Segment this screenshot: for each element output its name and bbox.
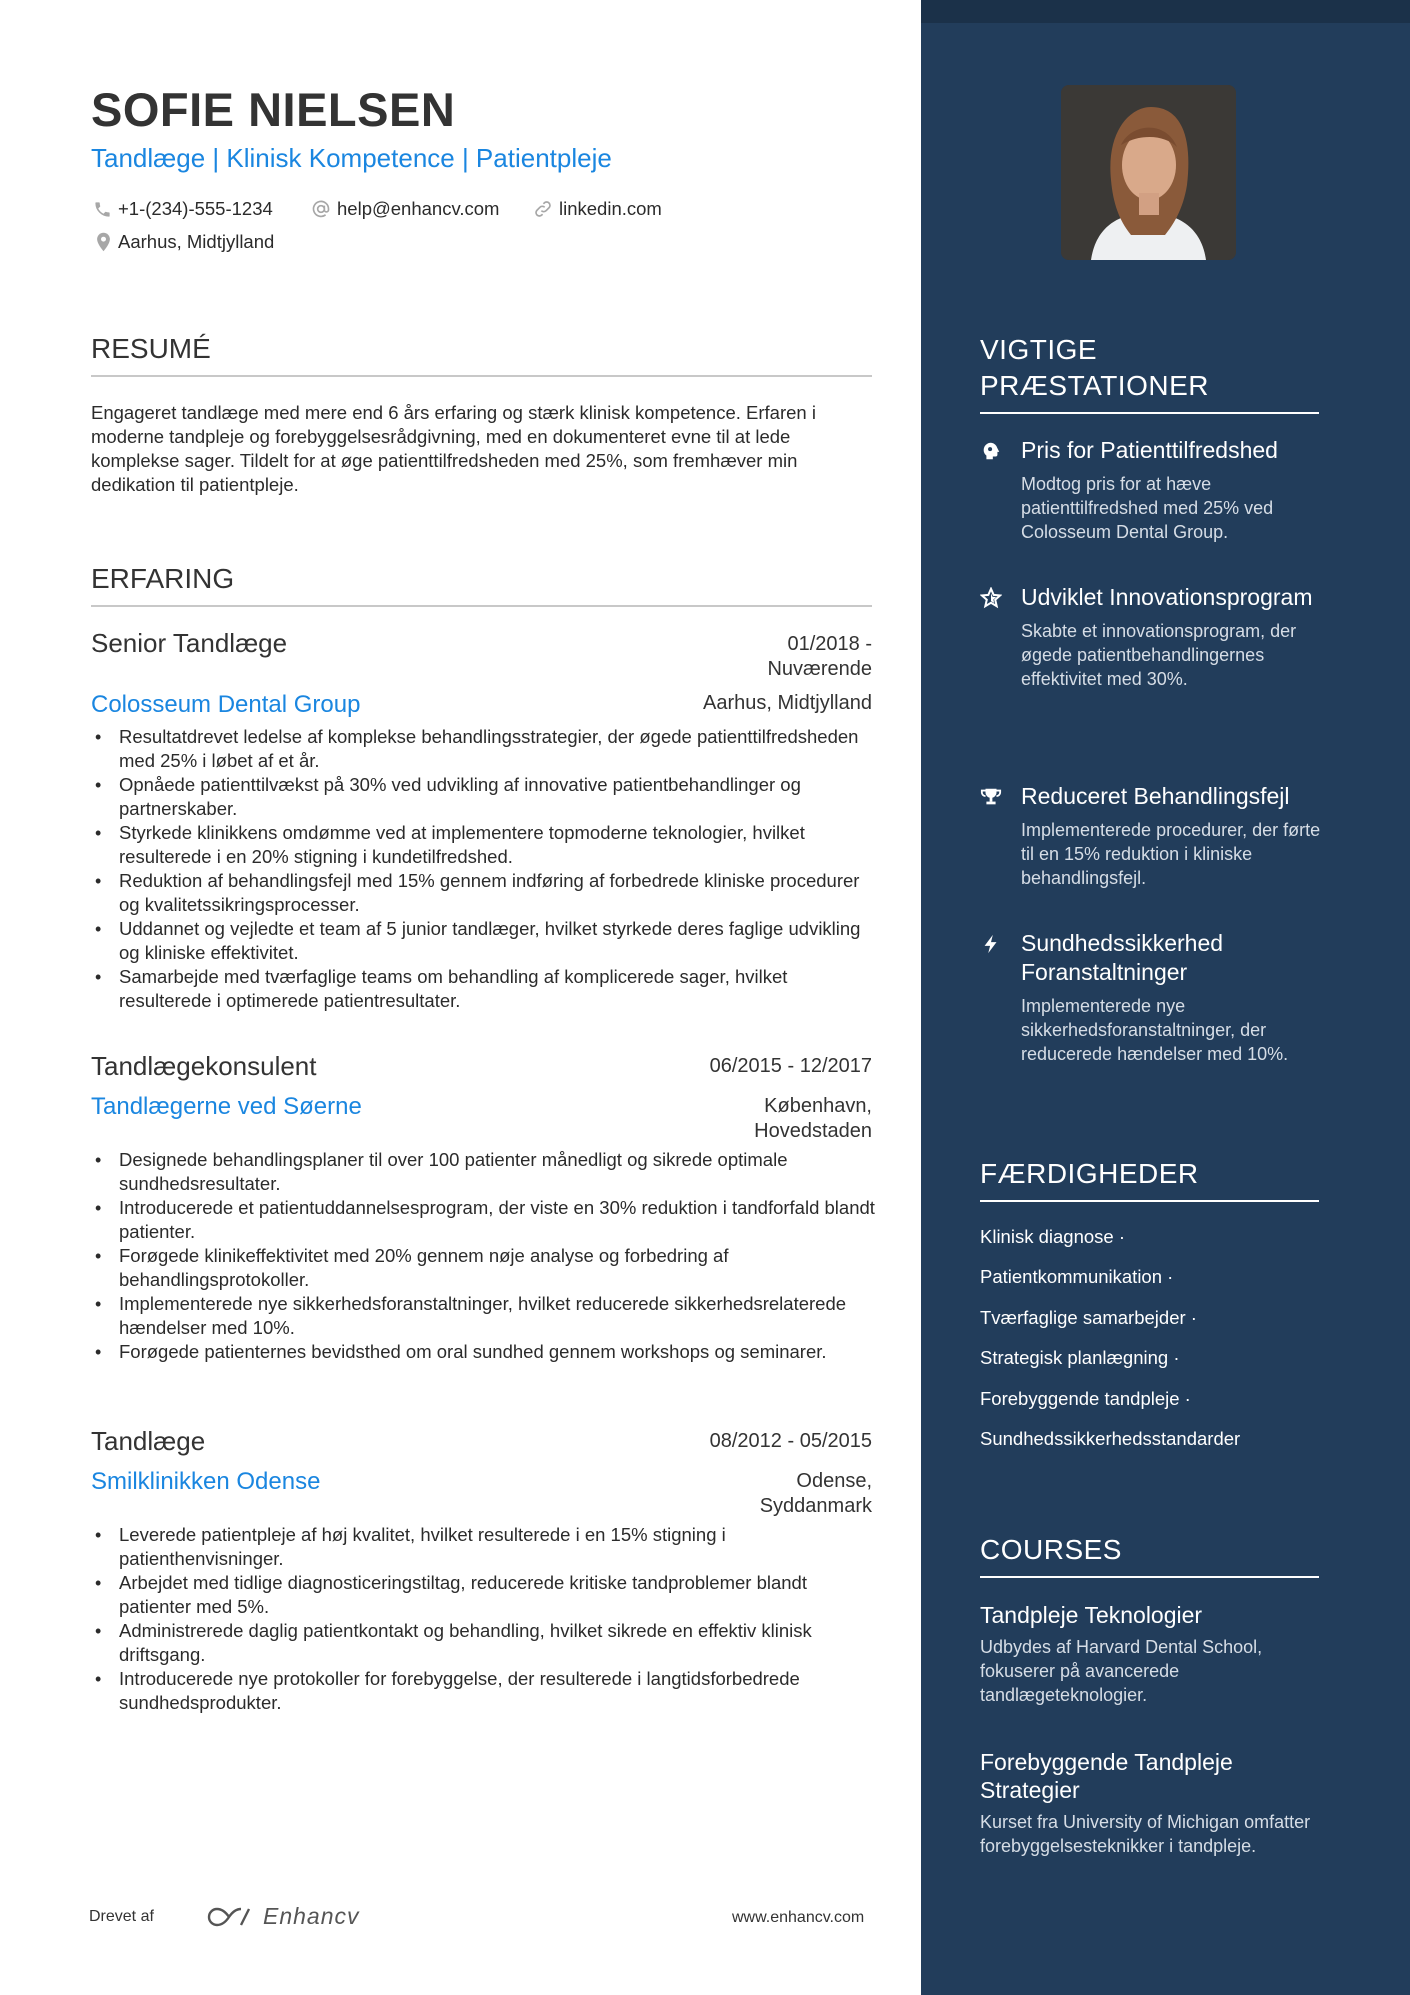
job-date xyxy=(710,1054,872,1079)
enhancv-logo-text: Enhancv xyxy=(263,1903,360,1929)
list-item: • Styrkede klinikkens omdømme ved at implementere topmoderne teknologier, hvilket resulterede i en 20% stigning i kundetilfredshed. xyxy=(91,821,881,869)
job-company[interactable]: Colosseum Dental Group xyxy=(91,691,361,718)
achievement-title: Udviklet Innovationsprogram xyxy=(1021,584,1313,610)
contact-email[interactable] xyxy=(311,198,499,220)
contact-phone xyxy=(93,198,273,220)
job-location xyxy=(754,1094,872,1144)
job-title: Tandlæge xyxy=(91,1426,206,1456)
list-item: • Opnåede patienttilvækst på 30% ved udvikling af innovative patientbehandlinger og partnerskaber. xyxy=(91,773,881,821)
courses-title: COURSES xyxy=(980,1532,1319,1578)
achievement-desc: Modtog pris for at hæve patienttilfredshed med 25% ved Colosseum Dental Group. xyxy=(1021,474,1274,542)
job-date-line: 06/2015 - 12/2017 xyxy=(709,1055,872,1077)
achievement-item xyxy=(980,436,1330,544)
job-date xyxy=(767,632,872,682)
job-title: Senior Tandlæge xyxy=(91,628,288,658)
achievement-item xyxy=(980,583,1330,691)
course-title: Forebyggende Tandpleje Strategier xyxy=(980,1749,1233,1803)
location-text: Aarhus, Midtjylland xyxy=(118,231,275,252)
location-pin-icon xyxy=(95,232,112,252)
achievement-title: Sundhedssikkerhed Foranstaltninger xyxy=(1021,930,1224,985)
course-desc: Kurset fra University of Michigan omfatter forebyggelsesteknikker i tandpleje. xyxy=(980,1812,1311,1856)
summary-text: Engageret tandlæge med mere end 6 års erfaring og stærk klinisk kompetence. Erfaren i moderne tandpleje og forebyggelsesrådgivning, med en dokumenteret evne til at lede komplekse sager. Tildelt for at øge patienttilfredsheden med 25%, som fremhæver min dedikation til patientpleje. xyxy=(91,402,816,495)
star-icon xyxy=(980,587,1002,609)
sidebar-top-band xyxy=(921,0,1410,23)
sidebar xyxy=(921,0,1410,1995)
skills-title: FÆRDIGHEDER xyxy=(980,1156,1319,1202)
email-text[interactable]: help@enhancv.com xyxy=(337,198,500,219)
achievements-title: VIGTIGE PRÆSTATIONER xyxy=(980,332,1319,414)
skill-item: Strategisk planlægning · xyxy=(980,1347,1180,1368)
job-location-line: Hovedstaden xyxy=(754,1120,872,1142)
list-item: • Forøgede patienternes bevidsthed om oral sundhed gennem workshops og seminarer. xyxy=(91,1340,881,1364)
candidate-name: SOFIE NIELSEN xyxy=(91,83,456,136)
skill-item: Patientkommunikation · xyxy=(980,1266,1174,1287)
job-location-line: Odense, xyxy=(796,1470,872,1492)
job-bullets xyxy=(91,1523,881,1715)
bolt-icon xyxy=(980,933,1002,955)
contact-linkedin[interactable] xyxy=(533,198,662,220)
footer-url[interactable]: www.enhancv.com xyxy=(732,1909,865,1926)
experience-title: ERFARING xyxy=(91,561,872,607)
skill-item: Klinisk diagnose · xyxy=(980,1226,1125,1247)
job-bullets xyxy=(91,1148,881,1364)
list-item: • Introducerede nye protokoller for forebyggelse, der resulterede i langtidsforbedrede sundhedsprodukter. xyxy=(91,1667,881,1715)
job-title: Tandlægekonsulent xyxy=(91,1051,317,1081)
skill-item: Forebyggende tandpleje · xyxy=(980,1388,1191,1409)
course-desc: Udbydes af Harvard Dental School, fokuserer på avancerede tandlægeteknologier. xyxy=(980,1637,1263,1705)
course-title: Tandpleje Teknologier xyxy=(980,1602,1203,1628)
job-location xyxy=(760,1469,872,1519)
job-company[interactable]: Smilklinikken Odense xyxy=(91,1468,321,1495)
job-bullets xyxy=(91,725,881,1013)
list-item: • Arbejdet med tidlige diagnosticeringstiltag, reducerede kritiske tandproblemer blandt patienter med 5%. xyxy=(91,1571,881,1619)
linkedin-text[interactable]: linkedin.com xyxy=(559,198,662,219)
list-item: • Samarbejde med tværfaglige teams om behandling af komplicerede sager, hvilket resulterede i optimerede patientresultater. xyxy=(91,965,881,1013)
enhancv-logo[interactable] xyxy=(207,1903,360,1930)
achievement-title: Pris for Patienttilfredshed xyxy=(1021,437,1278,463)
job-location-line: Syddanmark xyxy=(759,1495,872,1517)
skill-item: Sundhedssikkerhedsstandarder xyxy=(980,1428,1241,1449)
brain-icon xyxy=(980,440,1002,462)
achievement-desc: Implementerede nye sikkerhedsforanstaltninger, der reducerede hændelser med 10%. xyxy=(1021,996,1289,1064)
summary-title: RESUMÉ xyxy=(91,331,872,377)
profile-photo xyxy=(1061,85,1236,260)
skill-item: Tværfaglige samarbejder · xyxy=(980,1307,1197,1328)
link-icon xyxy=(533,199,553,219)
list-item: • Forøgede klinikeffektivitet med 20% gennem nøje analyse og forbedring af behandlingsprotokoller. xyxy=(91,1244,881,1292)
list-item: • Uddannet og vejledte et team af 5 junior tandlæger, hvilket styrkede deres faglige udvikling og kliniske effektivitet. xyxy=(91,917,881,965)
job-location-line: København, xyxy=(764,1095,872,1117)
list-item: • Administrerede daglig patientkontakt og behandling, hvilket sikrede en effektiv klinisk driftsgang. xyxy=(91,1619,881,1667)
phone-text: +1-(234)-555-1234 xyxy=(118,198,273,219)
job-company[interactable]: Tandlægerne ved Søerne xyxy=(91,1093,362,1120)
achievement-desc: Skabte et innovationsprogram, der øgede patientbehandlingernes effektivitet med 30%. xyxy=(1021,621,1297,689)
achievement-item xyxy=(980,782,1330,890)
job-location-line: Aarhus, Midtjylland xyxy=(703,692,872,714)
list-item: • Implementerede nye sikkerhedsforanstaltninger, hvilket reducerede sikkerhedsrelaterede hændelser med 10%. xyxy=(91,1292,881,1340)
list-item: • Resultatdrevet ledelse af komplekse behandlingsstrategier, der øgede patienttilfredsheden med 25% i løbet af et år. xyxy=(91,725,881,773)
list-item: • Reduktion af behandlingsfejl med 15% gennem indføring af forbedrede kliniske procedurer og kvalitetssikringsprocesser. xyxy=(91,869,881,917)
job-date-line: Nuværende xyxy=(767,658,872,680)
footer-powered-by: Drevet af xyxy=(89,1908,154,1925)
job-date-line: 01/2018 - xyxy=(787,633,872,655)
achievement-desc: Implementerede procedurer, der førte til en 15% reduktion i kliniske behandlingsfejl. xyxy=(1021,820,1321,888)
job-date-line: 08/2012 - 05/2015 xyxy=(709,1430,872,1452)
course-item xyxy=(980,1748,1325,1858)
achievement-item xyxy=(980,929,1330,1066)
job-location xyxy=(703,691,872,716)
enhancv-logo-icon xyxy=(207,1905,255,1929)
candidate-headline: Tandlæge | Klinisk Kompetence | Patientpleje xyxy=(91,143,612,173)
list-item: • Introducerede et patientuddannelsesprogram, der viste en 30% reduktion i tandforfald blandt patienter. xyxy=(91,1196,881,1244)
list-item: • Designede behandlingsplaner til over 100 patienter månedligt og sikrede optimale sundhedsresultater. xyxy=(91,1148,881,1196)
job-date xyxy=(710,1429,872,1454)
trophy-icon xyxy=(980,786,1002,808)
at-icon xyxy=(311,199,331,219)
course-item xyxy=(980,1601,1325,1707)
list-item: • Leverede patientpleje af høj kvalitet, hvilket resulterede i en 15% stigning i patienthenvisninger. xyxy=(91,1523,881,1571)
contact-location xyxy=(95,231,274,253)
achievement-title: Reduceret Behandlingsfejl xyxy=(1021,783,1290,809)
phone-icon xyxy=(93,200,112,219)
